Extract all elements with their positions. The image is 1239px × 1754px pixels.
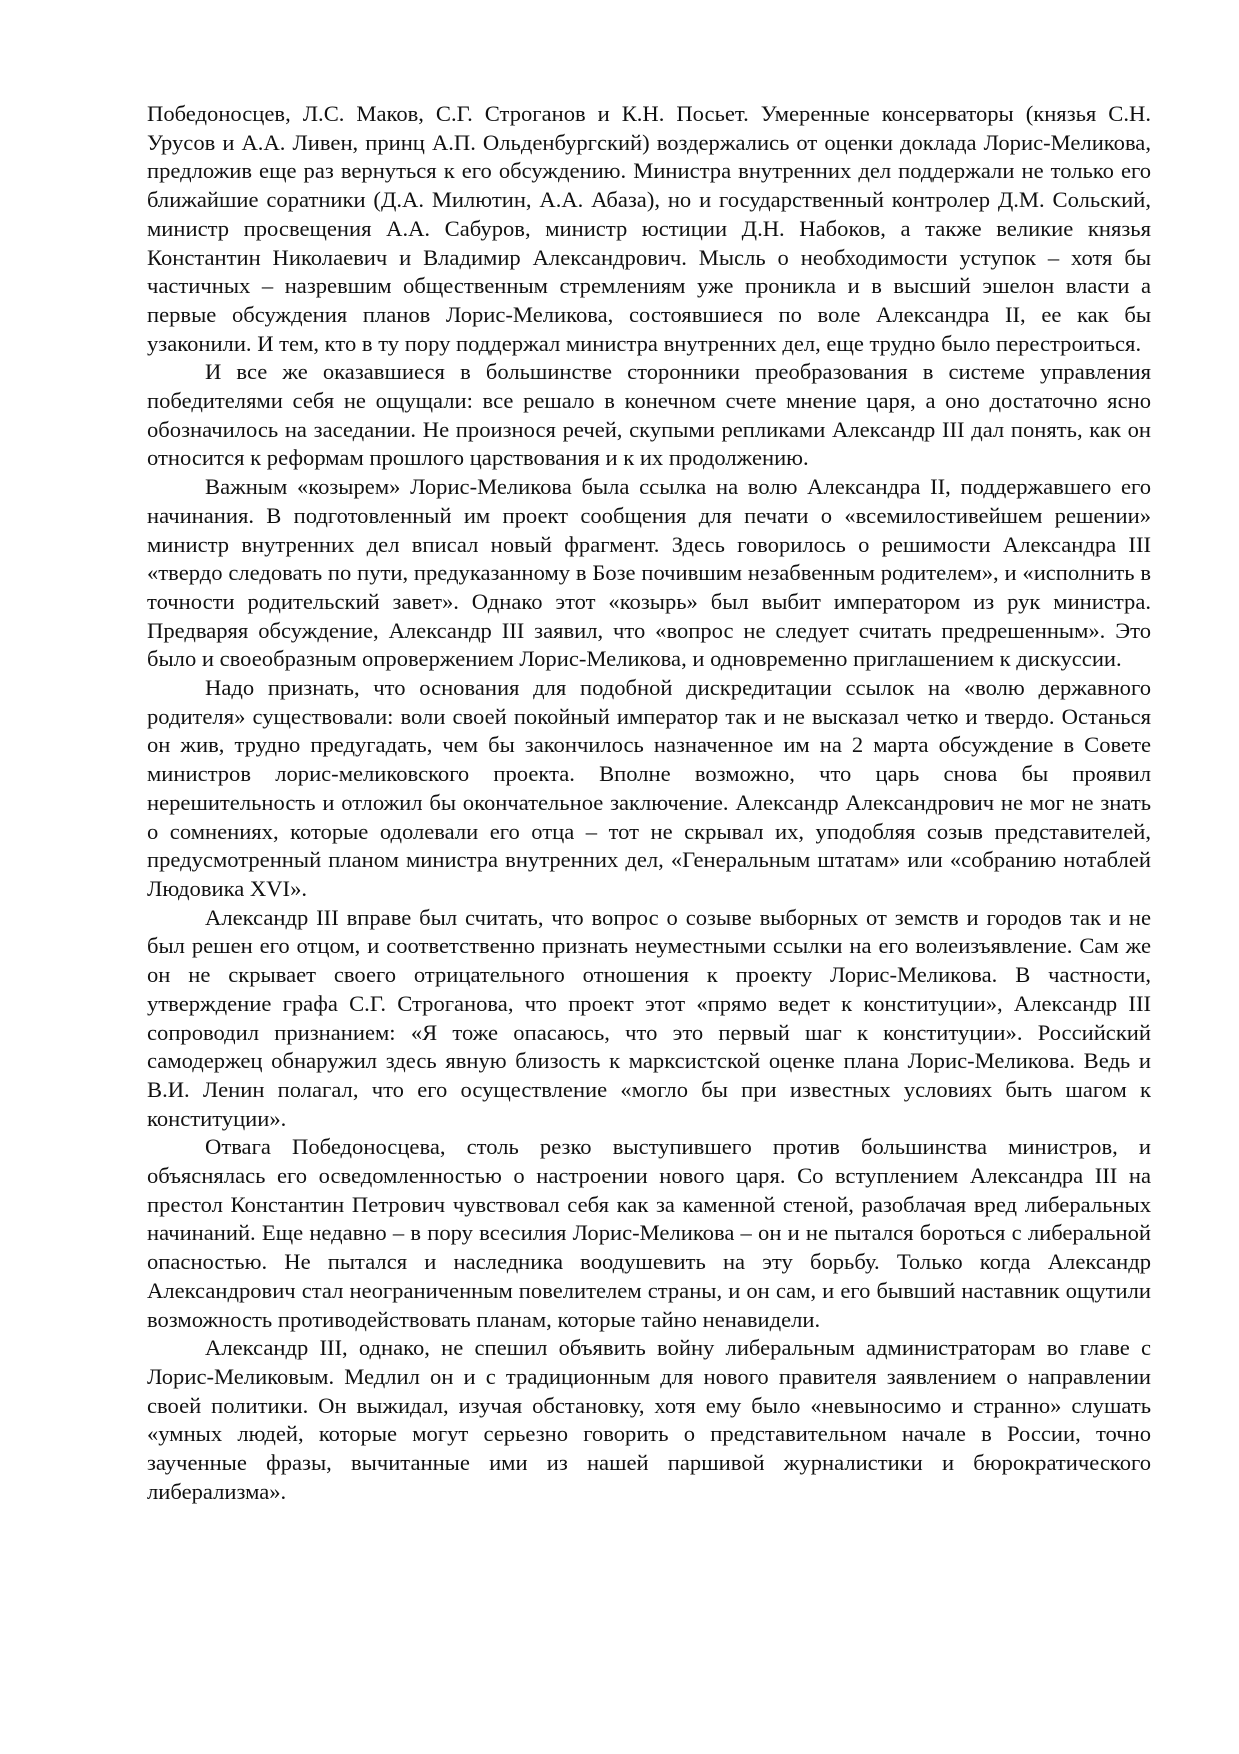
paragraph-5: Александр III вправе был считать, что вопрос о созыве выборных от земств и городов так и не был решен его отцом, и соответственно признать неуместными ссылки на его волеизъявление. Сам же он не скрывает своего отрицательного отношения к проекту Лорис-Меликова. В частности, утверждение графа С.Г. Строганова, что проект этот «прямо ведет к конституции», Александр III сопроводил признанием: «Я тоже опасаюсь, что это первый шаг к конституции». Российский самодержец обнаружил здесь явную близость к марксистской оценке плана Лорис-Меликова. Ведь и В.И. Ленин полагал, что его осуществление «могло бы при известных условиях быть шагом к конституции».	[147, 904, 1151, 1131]
paragraph-1: Победоносцев, Л.С. Маков, С.Г. Строганов и К.Н. Посьет. Умеренные консерваторы (князья С.Н. Урусов и А.А. Ливен, принц А.П. Ольденбургский) воздержались от оценки доклада Лорис-Меликова, предложив еще раз вернуться к его обсуждению. Министра внутренних дел поддержали не только его ближайшие соратники (Д.А. Милютин, А.А. Абаза), но и государственный контролер Д.М. Сольский, министр просвещения А.А. Сабуров, министр юстиции Д.Н. Набоков, а также великие князья Константин Николаевич и Владимир Александрович. Мысль о необходимости уступок – хотя бы частичных – назревшим общественным стремлениям уже проникла и в высший эшелон власти а первые обсуждения планов Лорис-Меликова, состоявшиеся по воле Александра II, ее как бы узаконили. И тем, кто в ту пору поддержал министра внутренних дел, еще трудно было перестроиться.	[147, 101, 1151, 356]
paragraph-2: И все же оказавшиеся в большинстве сторонники преобразования в системе управления победителями себя не ощущали: все решало в конечном счете мнение царя, а оно достаточно ясно обозначилось на заседании. Не произнося речей, скупыми репликами Александр III дал понять, как он относится к реформам прошлого царствования и к их продолжению.	[147, 359, 1151, 471]
paragraph-4: Надо признать, что основания для подобной дискредитации ссылок на «волю державного родителя» существовали: воли своей покойный император так и не высказал четко и твердо. Останься он жив, трудно предугадать, чем бы закончилось назначенное им на 2 марта обсуждение в Совете министров лорис-меликовского проекта. Вполне возможно, что царь снова бы проявил нерешительность и отложил бы окончательное заключение. Александр Александрович не мог не знать о сомнениях, которые одолевали его отца – тот не скрывал их, уподобляя созыв представителей, предусмотренный планом министра внутренних дел, «Генеральным штатам» или «собранию нотаблей Людовика XVI».	[147, 675, 1151, 901]
paragraph-7: Александр III, однако, не спешил объявить войну либеральным администраторам во главе с Лорис-Меликовым. Медлил он и с традиционным для нового правителя заявлением о направлении своей политики. Он выжидал, изучая обстановку, хотя ему было «невыносимо и странно» слушать «умных людей, которые могут серьезно говорить о представительном начале в России, точно заученные фразы, вычитанные ими из нашей паршивой журналистики и бюрократического либерализма».	[147, 1335, 1151, 1504]
document-page	[147, 100, 1151, 1506]
paragraph-3: Важным «козырем» Лорис-Меликова была ссылка на волю Александра II, поддержавшего его начинания. В подготовленный им проект сообщения для печати о «всемилостивейшем решении» министр внутренних дел вписал новый фрагмент. Здесь говорилось о решимости Александра III «твердо следовать по пути, предуказанному в Бозе почившим незабвенным родителем», и «исполнить в точности родительский завет». Однако этот «козырь» был выбит императором из рук министра. Предваряя обсуждение, Александр III заявил, что «вопрос не следует считать предрешенным». Это было и своеобразным опровержением Лорис-Меликова, и одновременно приглашением к дискуссии.	[147, 474, 1151, 672]
paragraph-6: Отвага Победоносцева, столь резко выступившего против большинства министров, и объяснялась его осведомленностью о настроении нового царя. Со вступлением Александра III на престол Константин Петрович чувствовал себя как за каменной стеной, разоблачая вред либеральных начинаний. Еще недавно – в пору всесилия Лорис-Меликова – он и не пытался бороться с либеральной опасностью. Не пытался и наследника воодушевить на эту борьбу. Только когда Александр Александрович стал неограниченным повелителем страны, и он сам, и его бывший наставник ощутили возможность противодействовать планам, которые тайно ненавидели.	[147, 1134, 1151, 1332]
